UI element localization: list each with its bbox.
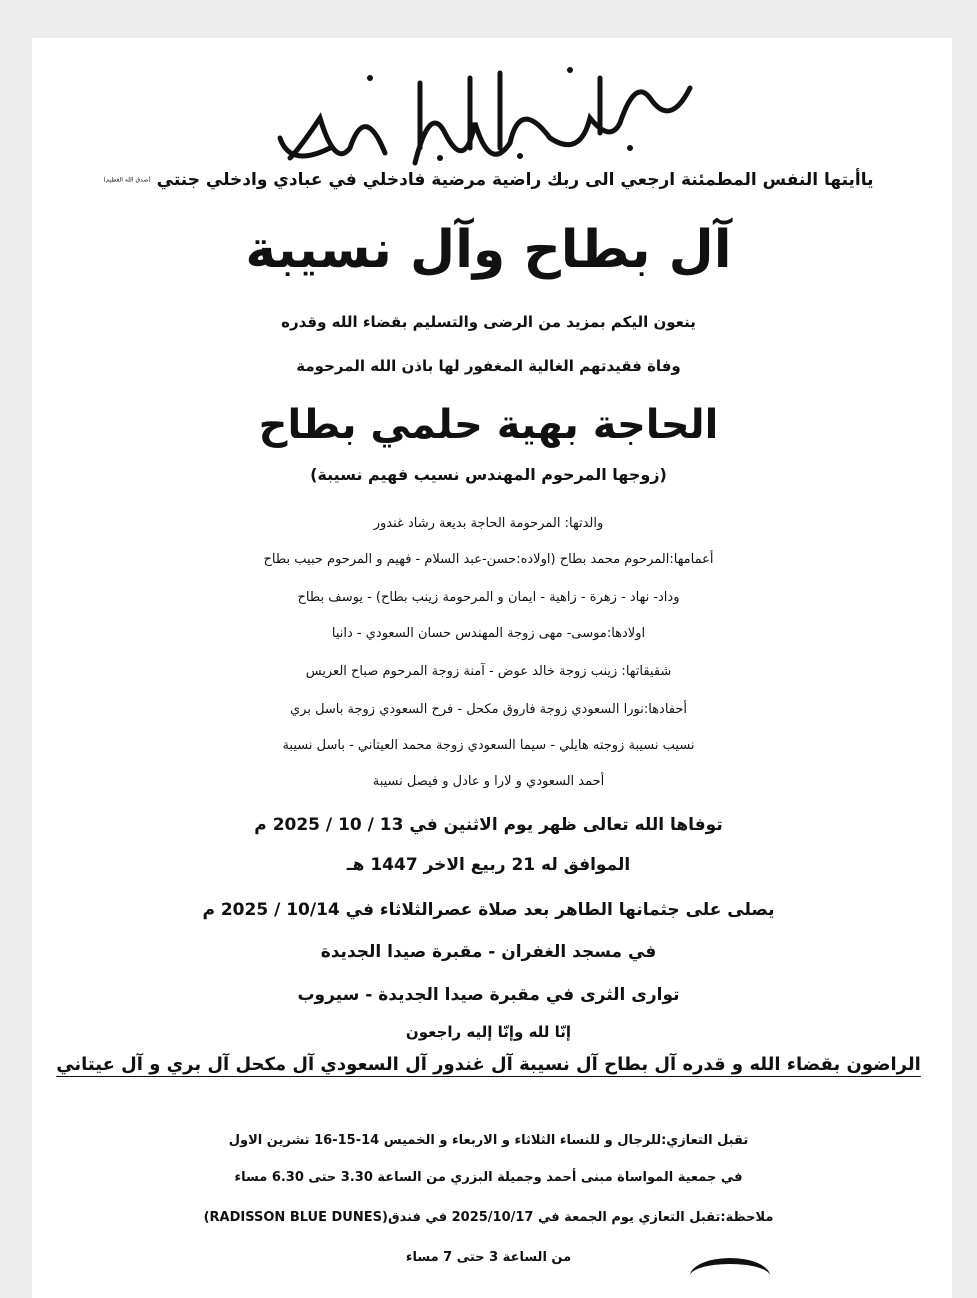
relatives-line: أعمامها:المرحوم محمد بطاح (اولاده:حسن-عبد السلام - فهيم و المرحوم حبيب بطاح — [263, 552, 714, 567]
deceased-spouse: (زوجها المرحوم المهندس نسيب فهيم نسيبة) — [310, 465, 667, 484]
relatives-line: اولادها:موسى- مهى زوجة المهندس حسان السعودي - دانيا — [331, 626, 646, 641]
condolences-line-2: في جمعية المواساة مبنى أحمد وجميلة البزري من الساعة 3.30 حتى 6.30 مساء — [234, 1170, 743, 1185]
closing-families: الراضون بقضاء الله و قدره آل بطاح آل نسيبة آل غندور آل السعودي آل مكحل آل بري و آل عيتاني — [56, 1054, 921, 1075]
relatives-line: شقيقاتها: زينب زوجة خالد عوض - آمنة زوجة المرحوم صباح العريس — [305, 664, 672, 679]
verse-text: ياأيتها النفس المطمئنة ارجعي الى ربك راضية مرضية فادخلي في عبادي وادخلي جنتي — [156, 170, 874, 190]
prayer-info: يصلى على جثمانها الطاهر بعد صلاة عصرالثلاثاء في 10/14 / 2025 م — [202, 900, 775, 920]
closing-verse: إنّا لله وإنّا إليه راجعون — [405, 1023, 572, 1041]
calligraphy-header-image — [270, 58, 710, 168]
verse-reference: (صدق الله العظيم) — [103, 176, 151, 184]
deceased-name: الحاجة بهية حلمي بطاح — [258, 402, 719, 448]
families-title: آل بطاح وآل نسيبة — [245, 220, 732, 280]
bottom-ornament — [690, 1258, 770, 1294]
announcement-line-2: وفاة فقيدتهم الغالية المغفور لها باذن الله المرحومة — [296, 357, 681, 375]
relatives-line: وداد- نهاد - زهرة - زاهية - ايمان و المرحومة زينب بطاح) - يوسف بطاح — [297, 590, 680, 605]
hijri-date: الموافق له 21 ربيع الاخر 1447 هـ — [346, 855, 631, 875]
announcement-line-1: ينعون اليكم بمزيد من الرضى والتسليم بقضاء الله وقدره — [281, 313, 696, 331]
relatives-line: أحفادها:نورا السعودي زوجة فاروق مكحل - فرح السعودي زوجة باسل بري — [289, 702, 688, 717]
condolences-hours: من الساعة 3 حتى 7 مساء — [405, 1250, 572, 1265]
condolences-note: ملاحظة:تقبل التعازي يوم الجمعة في 2025/10/17 في فندق(RADISSON BLUE DUNES) — [203, 1210, 774, 1225]
burial-info: توارى الثرى في مقبرة صيدا الجديدة - سيروب — [297, 985, 680, 1005]
condolences-line-1: تقبل التعازي:للرجال و للنساء الثلاثاء و الاربعاء و الخميس 14-15-16 تشرين الاول — [228, 1133, 749, 1148]
mosque-info: في مسجد الغفران - مقبرة صيدا الجديدة — [320, 942, 657, 962]
relatives-line: نسيب نسيبة زوجته هايلي - سيما السعودي زوجة محمد العيتاني - باسل نسيبة — [282, 738, 695, 753]
death-date: توفاها الله تعالى ظهر يوم الاثنين في 13 / 10 / 2025 م — [254, 815, 723, 835]
relatives-line: أحمد السعودي و لارا و عادل و فيصل نسيبة — [372, 774, 605, 789]
relatives-line: والدتها: المرحومة الحاجة بديعة رشاد غندور — [373, 516, 604, 531]
opening-verse — [0, 170, 977, 190]
